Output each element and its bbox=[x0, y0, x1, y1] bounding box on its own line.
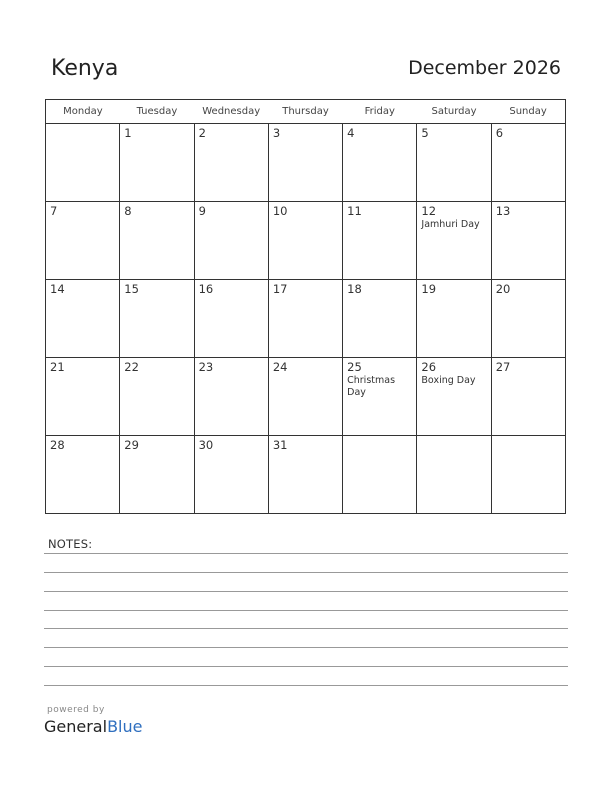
notes-line bbox=[44, 647, 568, 648]
notes-line bbox=[44, 591, 568, 592]
holiday-label: Christmas Day bbox=[347, 375, 396, 398]
weekday-header: Wednesday bbox=[194, 100, 268, 124]
day-number: 31 bbox=[272, 438, 288, 452]
weekday-header: Sunday bbox=[491, 100, 565, 124]
calendar-grid bbox=[45, 99, 566, 514]
day-number: 25 bbox=[347, 360, 362, 374]
day-number: 17 bbox=[272, 282, 288, 296]
holiday-label: Jamhuri Day bbox=[421, 219, 480, 230]
day-number: 29 bbox=[124, 438, 139, 452]
day-number: 8 bbox=[124, 204, 132, 218]
day-number: 6 bbox=[495, 126, 504, 140]
day-cell bbox=[491, 280, 565, 358]
week-row bbox=[46, 358, 566, 436]
day-number: 24 bbox=[272, 360, 288, 374]
day-cell bbox=[343, 436, 417, 514]
day-cell bbox=[120, 124, 194, 202]
weekday-header-row bbox=[46, 100, 566, 124]
day-cell bbox=[417, 280, 491, 358]
day-number: 14 bbox=[50, 282, 65, 296]
weekday-header: Monday bbox=[46, 100, 120, 124]
day-cell bbox=[46, 436, 120, 514]
day-number: 22 bbox=[124, 360, 139, 374]
day-cell bbox=[343, 280, 417, 358]
day-cell bbox=[491, 124, 565, 202]
week-row bbox=[46, 124, 566, 202]
day-number: 3 bbox=[272, 126, 281, 140]
week-row bbox=[46, 280, 566, 358]
day-number: 12 bbox=[421, 204, 437, 218]
day-cell bbox=[268, 358, 342, 436]
holiday-label: Boxing Day bbox=[421, 375, 476, 386]
day-cell bbox=[120, 358, 194, 436]
day-cell bbox=[268, 202, 342, 280]
country-title: Kenya bbox=[51, 56, 119, 81]
day-cell bbox=[268, 124, 342, 202]
day-cell bbox=[194, 280, 268, 358]
brand-blue-text: Blue bbox=[107, 717, 143, 736]
day-number: 1 bbox=[124, 126, 132, 140]
day-cell bbox=[46, 202, 120, 280]
day-number: 13 bbox=[495, 204, 511, 218]
day-cell bbox=[194, 436, 268, 514]
weekday-header: Thursday bbox=[268, 100, 342, 124]
day-number: 20 bbox=[495, 282, 511, 296]
notes-line bbox=[44, 610, 568, 611]
day-cell bbox=[343, 124, 417, 202]
generalblue-logo bbox=[44, 717, 142, 736]
day-number: 7 bbox=[50, 204, 58, 218]
day-number: 15 bbox=[124, 282, 139, 296]
notes-line bbox=[44, 553, 568, 554]
day-number: 30 bbox=[198, 438, 214, 452]
month-year-title: December 2026 bbox=[408, 57, 561, 79]
notes-label: NOTES: bbox=[48, 537, 93, 551]
day-number: 21 bbox=[50, 360, 65, 374]
day-number: 28 bbox=[50, 438, 65, 452]
day-cell bbox=[268, 280, 342, 358]
day-cell bbox=[417, 202, 491, 280]
day-cell bbox=[491, 202, 565, 280]
day-cell bbox=[120, 202, 194, 280]
day-cell bbox=[417, 124, 491, 202]
day-cell bbox=[46, 280, 120, 358]
day-number: 2 bbox=[198, 126, 206, 140]
day-cell bbox=[194, 124, 268, 202]
week-row bbox=[46, 202, 566, 280]
day-cell bbox=[268, 436, 342, 514]
day-cell bbox=[194, 358, 268, 436]
notes-line bbox=[44, 685, 568, 686]
day-number: 23 bbox=[198, 360, 214, 374]
day-number: 27 bbox=[495, 360, 511, 374]
day-number: 26 bbox=[421, 360, 437, 374]
day-cell bbox=[491, 436, 565, 514]
day-number: 19 bbox=[421, 282, 437, 296]
weekday-header: Saturday bbox=[417, 100, 491, 124]
day-cell bbox=[46, 124, 120, 202]
day-cell bbox=[194, 202, 268, 280]
day-number: 16 bbox=[198, 282, 214, 296]
day-number: 4 bbox=[347, 126, 355, 140]
day-cell bbox=[417, 436, 491, 514]
day-cell bbox=[491, 358, 565, 436]
week-row bbox=[46, 436, 566, 514]
day-number: 11 bbox=[347, 204, 362, 218]
day-cell bbox=[120, 436, 194, 514]
day-cell bbox=[343, 358, 417, 436]
day-number: 10 bbox=[272, 204, 288, 218]
weekday-header: Friday bbox=[343, 100, 417, 124]
weekday-header: Tuesday bbox=[120, 100, 194, 124]
brand-general-text: General bbox=[44, 717, 108, 736]
day-cell bbox=[120, 280, 194, 358]
day-cell bbox=[417, 358, 491, 436]
powered-by-text: powered by bbox=[47, 705, 105, 715]
day-cell bbox=[46, 358, 120, 436]
day-number: 9 bbox=[198, 204, 206, 218]
day-number: 5 bbox=[421, 126, 429, 140]
day-cell bbox=[343, 202, 417, 280]
day-number: 18 bbox=[347, 282, 362, 296]
notes-line bbox=[44, 666, 568, 667]
notes-line bbox=[44, 572, 568, 573]
notes-line bbox=[44, 628, 568, 629]
